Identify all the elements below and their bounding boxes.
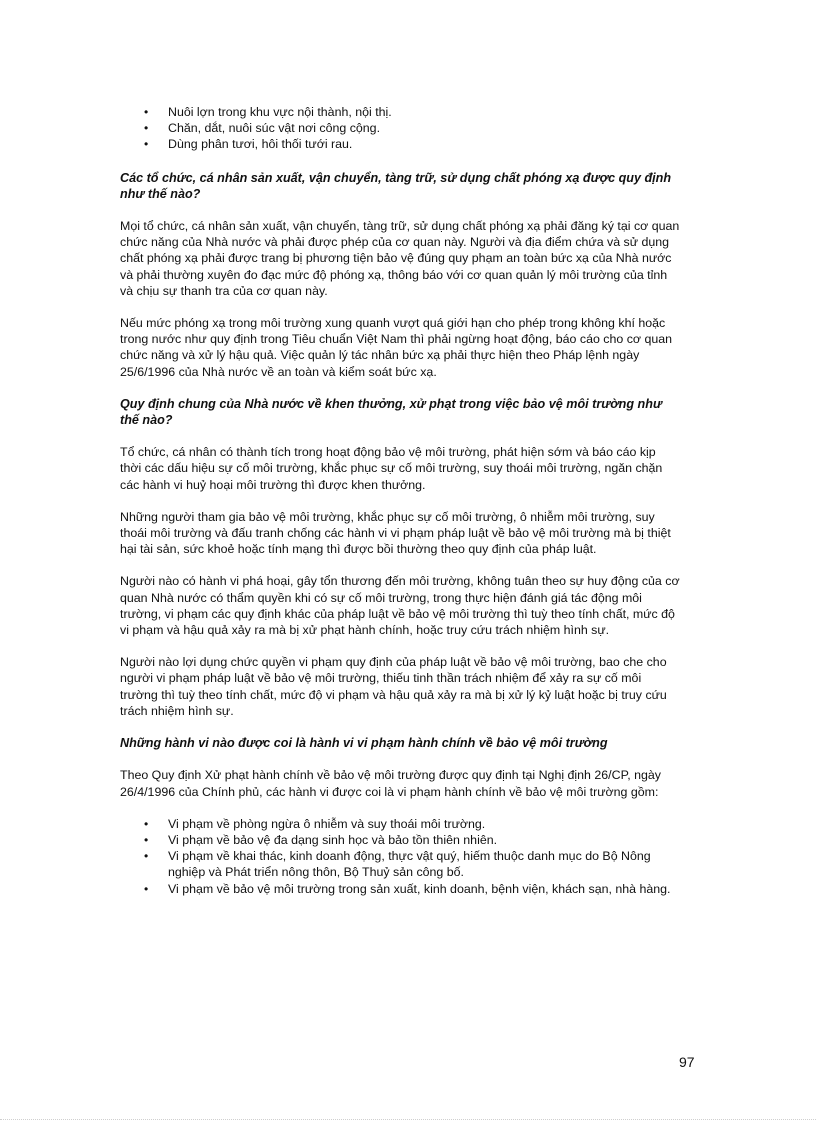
- page-number: 97: [679, 1054, 695, 1070]
- section-heading-radioactive: Các tổ chức, cá nhân sản xuất, vận chuyển, tàng trữ, sử dụng chất phóng xạ được quy định như thế nào?: [120, 170, 672, 201]
- list-item-text: Chăn, dắt, nuôi súc vật nơi công cộng.: [168, 121, 381, 136]
- list-item-text: Vi phạm về bảo vệ đa dạng sinh học và bảo tồn thiên nhiên.: [168, 832, 498, 847]
- bullet-icon: •: [144, 105, 149, 119]
- list-item: [120, 120, 680, 136]
- page-bottom-divider: [0, 1119, 816, 1120]
- list-item: [120, 848, 680, 880]
- bullet-icon: •: [144, 816, 149, 831]
- list-item: [120, 136, 680, 152]
- paragraph: Những người tham gia bảo vệ môi trường, khắc phục sự cố môi trường, ô nhiễm môi trường, suy thoái môi trường và đấu tranh chống các hành vi vi phạm pháp luật về bảo vệ môi trường mà bị thiệt hại tài sản, sức khoẻ hoặc tính mạng thì được bồi thường theo quy định của pháp luật.: [120, 509, 671, 557]
- list-item: [120, 881, 680, 897]
- bullet-icon: •: [144, 881, 149, 896]
- list-item-text: Nuôi lợn trong khu vực nội thành, nội thị.: [168, 105, 392, 119]
- paragraph: Tổ chức, cá nhân có thành tích trong hoạt động bảo vệ môi trường, phát hiện sớm và báo cáo kịp thời các dấu hiệu sự cố môi trường, khắc phục sự cố môi trường, suy thoái môi trường, ngăn chặn các hành vi huỷ hoại môi trường thì được khen thưởng.: [120, 445, 663, 492]
- bullet-icon: •: [144, 849, 149, 864]
- list-item-text: Dùng phân tươi, hôi thối tưới rau.: [168, 137, 353, 152]
- list-item: [120, 104, 680, 120]
- paragraph: Người nào lợi dụng chức quyền vi phạm quy định của pháp luật về bảo vệ môi trường, bao che cho người vi phạm pháp luật về bảo vệ môi trường, thiếu tinh thần trách nhiệm để xảy ra sự cố môi trường thì tuỳ theo tính chất, mức độ vi phạm và hậu quả xảy ra mà bị xử lý kỷ luật hoặc bị truy cứu trách nhiệm hình sự.: [120, 655, 667, 718]
- list-item: [120, 832, 680, 848]
- section-heading-rewards-penalties: Quy định chung của Nhà nước về khen thưởng, xử phạt trong việc bảo vệ môi trường như thế nào?: [120, 396, 662, 428]
- paragraph: Nếu mức phóng xạ trong môi trường xung quanh vượt quá giới hạn cho phép trong không khí hoặc trong nước như quy định trong Tiêu chuẩn Việt Nam thì phải ngừng hoạt động, báo cáo cho cơ quan chức năng và xử lý hậu quả. Việc quản lý tác nhân bức xạ phải thực hiện theo Pháp lệnh ngày 25/6/1996 của Nhà nước về an toàn và kiểm soát bức xạ.: [120, 316, 673, 379]
- violations-bullet-list: [120, 816, 680, 897]
- list-item-text: Vi phạm về phòng ngừa ô nhiễm và suy thoái môi trường.: [168, 816, 486, 831]
- list-item-text: Vi phạm về khai thác, kinh doanh động, thực vật quý, hiếm thuộc danh mục do Bộ Nông nghiệp và Phát triển nông thôn, Bộ Thuỷ sản công bố.: [168, 849, 651, 880]
- paragraph: Mọi tổ chức, cá nhân sản xuất, vận chuyển, tàng trữ, sử dụng chất phóng xạ phải đăng ký tại cơ quan chức năng của Nhà nước và phải được phép của cơ quan này. Người và địa điểm chứa và sử dụng chất phóng xạ phải được trang bị phương tiện bảo vệ đúng quy phạm an toàn bức xạ của Nhà nước và phải thường xuyên đo đạc mức độ phóng xạ, thông báo với cơ quan quản lý môi trường của tỉnh và chịu sự thanh tra của cơ quan này.: [120, 219, 680, 298]
- intro-bullet-list: [120, 104, 680, 153]
- bullet-icon: •: [144, 137, 149, 152]
- list-item: [120, 816, 680, 832]
- bullet-icon: •: [144, 832, 149, 847]
- section-heading-administrative-violations: Những hành vi nào được coi là hành vi vi phạm hành chính về bảo vệ môi trường: [120, 736, 608, 751]
- list-item-text: Vi phạm về bảo vệ môi trường trong sản xuất, kinh doanh, bệnh viện, khách sạn, nhà hàng.: [168, 881, 671, 896]
- bullet-icon: •: [144, 121, 149, 136]
- paragraph: Theo Quy định Xử phạt hành chính về bảo vệ môi trường được quy định tại Nghị định 26/CP, ngày 26/4/1996 của Chính phủ, các hành vi được coi là vi phạm hành chính về bảo vệ môi trường gồm:: [120, 768, 661, 799]
- document-page: [120, 104, 680, 914]
- paragraph: Người nào có hành vi phá hoại, gây tổn thương đến môi trường, không tuân theo sự huy động của cơ quan Nhà nước có thẩm quyền khi có sự cố môi trường, trong thực hiện đánh giá tác động môi trường, vi phạm các quy định khác của pháp luật về bảo vệ môi trường thì tuỳ theo tính chất, mức độ vi phạm và hậu quả xảy ra mà bị xử phạt hành chính, hoặc truy cứu trách nhiệm hình sự.: [120, 574, 680, 638]
